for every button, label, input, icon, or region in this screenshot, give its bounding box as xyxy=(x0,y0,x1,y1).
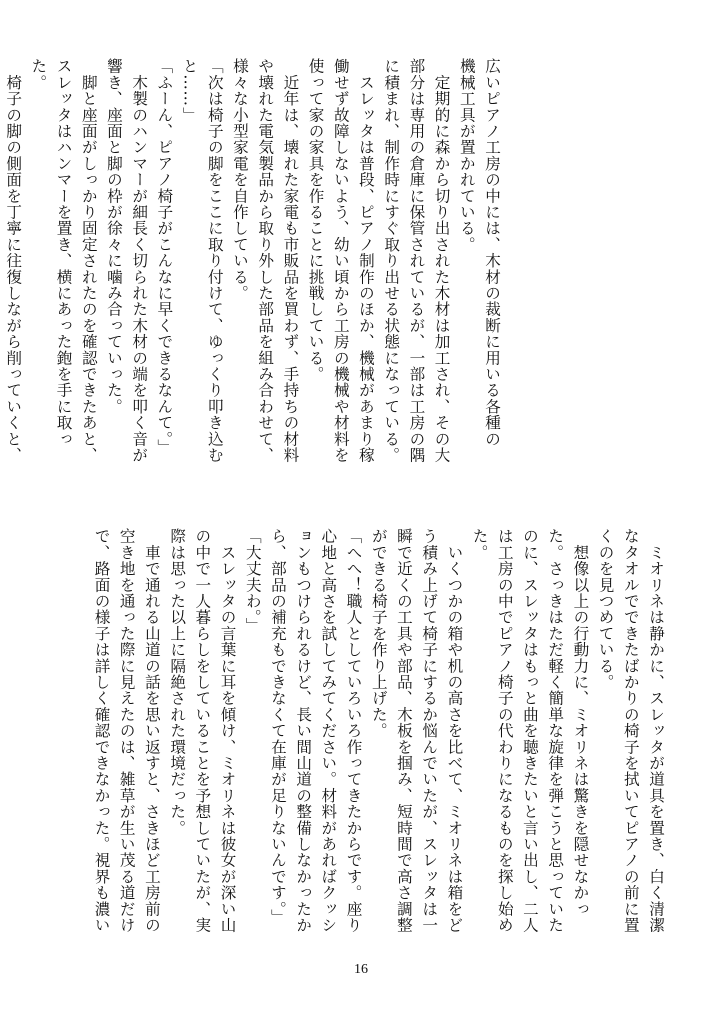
text-line: 想像以上の行動力に、ミオリネは驚きを隠せなかっ xyxy=(571,528,590,917)
text-line: た。さっきはただ軽く簡単な旋律を弾こうと思っていた xyxy=(546,528,565,933)
text-line: 近年は、壊れた家電も市販品を買わず、手持ちの材料 xyxy=(281,58,300,463)
text-line: いくつかの箱や机の高さを比べて、ミオリネは箱をど xyxy=(445,528,464,933)
text-line: で、路面の様子は詳しく確認できなかった。視界も濃い xyxy=(92,528,111,933)
text-line: なタオルでできたばかりの椅子を拭いてピアノの前に置 xyxy=(621,528,640,933)
text-line: 「次は椅子の脚をここに取り付けて、ゆっくり叩き込む xyxy=(205,58,224,463)
text-line: ができる椅子を作り上げた。 xyxy=(369,528,388,739)
text-line: 響き、座面と脚の枠が徐々に噛み合っていった。 xyxy=(104,58,123,415)
text-line: 空き地を通った際に見えたのは、雑草が生い茂る道だけ xyxy=(117,528,136,933)
text-line: は工房の中でピアノ椅子の代わりになるものを探し始め xyxy=(495,528,514,933)
text-line: ョンもつけられるけど、長い間山道の整備しなかったか xyxy=(294,528,313,933)
text-line: 働せず故障しないよう、幼い頃から工房の機械や材料を xyxy=(331,58,350,463)
text-line: 使って家の家具を作ることに挑戦している。 xyxy=(306,58,325,382)
upper-text-block xyxy=(4,58,504,490)
text-line: 心地と高さを試してみてください。材料があればクッシ xyxy=(319,528,338,933)
text-line: 様々な小型家電を自作している。 xyxy=(230,58,249,301)
text-line: 「大丈夫わ。」 xyxy=(243,528,262,634)
text-line: スレッタはハンマーを置き、横にあった鉋を手に取っ xyxy=(54,58,73,447)
text-line: に積まれ、制作時にすぐ取り出せる状態になっている。 xyxy=(382,58,401,463)
text-line: 広いピアノ工房の中には、木材の裁断に用いる各種の xyxy=(483,58,501,447)
text-line: ら、部品の補充もできなくて在庫が足りないんです。」 xyxy=(268,528,287,926)
text-line: のに、スレッタはもっと曲を聴きたいと言い出し、二人 xyxy=(520,528,539,933)
text-line: 椅子の脚の側面を丁寧に往復しながら削っていくと、 xyxy=(4,58,23,463)
text-line: 脚と座面がしっかり固定されたのを確認できたあと、 xyxy=(79,58,98,463)
text-line: 際は思った以上に隔絶された環境だった。 xyxy=(168,528,187,836)
text-line: と……」 xyxy=(180,58,199,123)
text-line: の中で一人暮らしをしていることを予想していたが、実 xyxy=(193,528,212,933)
text-line: スレッタは普段、ピアノ制作のほか、機械があまり稼 xyxy=(356,58,375,463)
text-line: 瞬で近くの工具や部品、木板を掴み、短時間で高さ調整 xyxy=(394,528,413,933)
text-line: う積み上げて椅子にするか悩んでいたが、スレッタは一 xyxy=(420,528,439,933)
text-line: ミオリネは静かに、スレッタが道具を置き、白く清潔 xyxy=(647,528,665,933)
text-line: 機械工具が置かれている。 xyxy=(457,58,476,253)
text-line: くのを見つめている。 xyxy=(596,528,615,690)
text-line: スレッタの言葉に耳を傾け、ミオリネは彼女が深い山 xyxy=(218,528,237,933)
text-line: 木製のハンマーが細長く切られた木材の端を叩く音が xyxy=(130,58,149,463)
text-line: 「へへ！職人としていろいろ作ってきたからです。座り xyxy=(344,528,363,933)
lower-text-block xyxy=(78,528,668,960)
text-line: 「ふーん、ピアノ椅子がこんなに早くできるなんて。」 xyxy=(155,58,174,456)
text-line: や壊れた電気製品から取り外した部品を組み合わせて、 xyxy=(256,58,275,463)
text-line: 部分は専用の倉庫に保管されているが、一部は工房の隅 xyxy=(407,58,426,463)
text-line: 定期的に森から切り出された木材は加工され、その大 xyxy=(432,58,451,463)
text-line: 車で通れる山道の話を思い返すと、さきほど工房前の xyxy=(142,528,161,933)
page-number: 16 xyxy=(354,962,368,977)
text-line: た。 xyxy=(29,58,48,91)
text-line: た。 xyxy=(470,528,489,561)
